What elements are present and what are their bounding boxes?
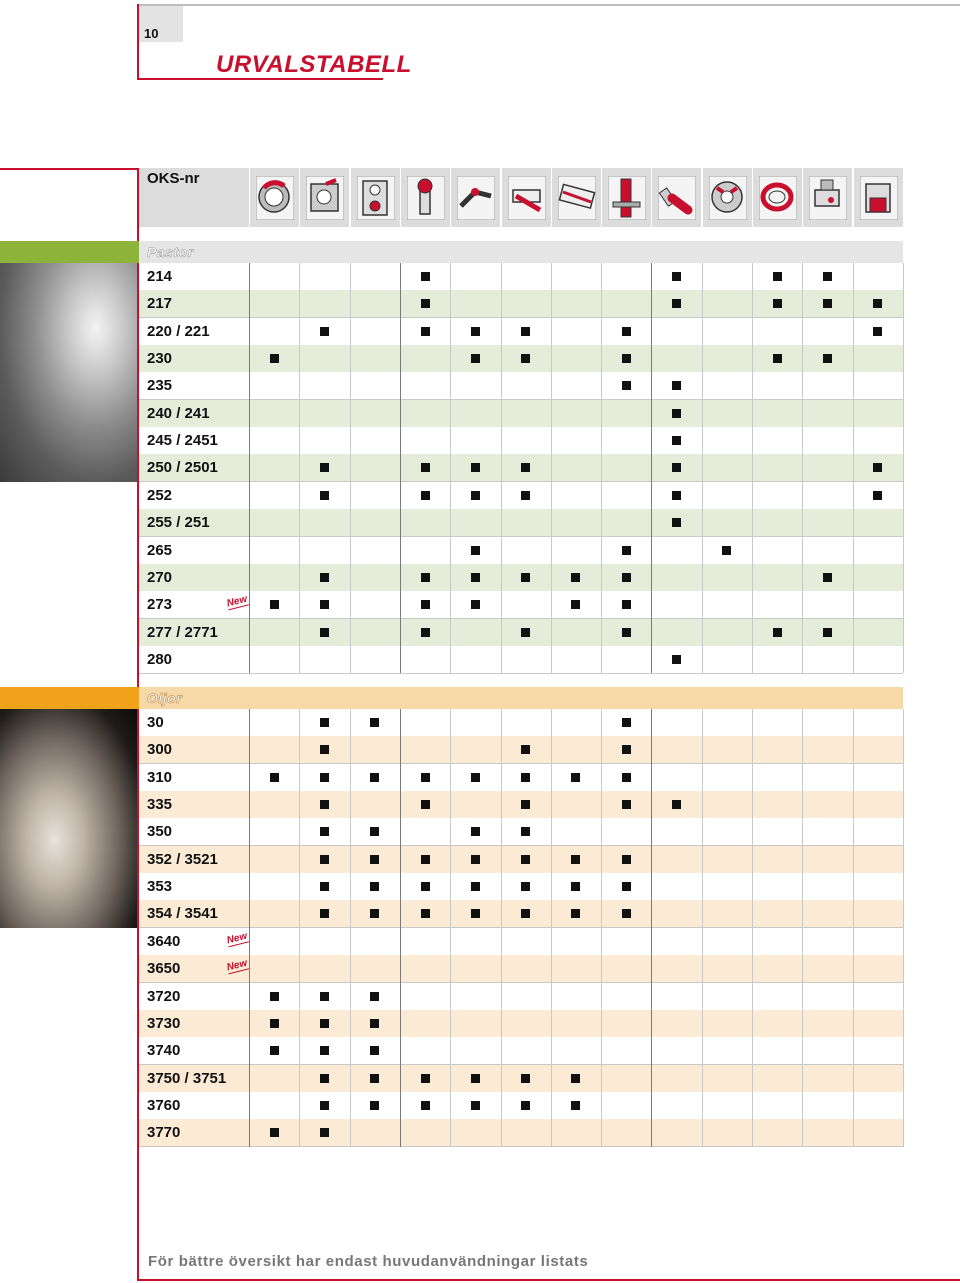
- application-mark: [622, 546, 631, 555]
- application-mark: [571, 1101, 580, 1110]
- grid-line: [903, 709, 904, 1147]
- application-mark: [270, 354, 279, 363]
- grid-line: [501, 709, 502, 1147]
- application-mark: [320, 1046, 329, 1055]
- table-row: [139, 318, 903, 346]
- oks-number: 354 / 3541: [147, 905, 218, 923]
- application-mark: [471, 909, 480, 918]
- grid-line: [551, 263, 552, 673]
- application-mark: [421, 800, 430, 809]
- application-mark: [722, 546, 731, 555]
- application-mark: [471, 491, 480, 500]
- application-mark: [320, 882, 329, 891]
- oks-number: 353: [147, 878, 173, 896]
- grid-line: [450, 263, 451, 673]
- table-row: [139, 764, 903, 792]
- grid-line: [752, 709, 753, 1147]
- application-mark: [622, 354, 631, 363]
- application-mark: [571, 1074, 580, 1083]
- application-mark: [773, 628, 782, 637]
- application-mark: [773, 354, 782, 363]
- application-mark: [471, 600, 480, 609]
- section-band: [139, 241, 903, 263]
- oks-number: 3760: [147, 1096, 181, 1114]
- application-mark: [823, 354, 832, 363]
- application-mark: [320, 1101, 329, 1110]
- oks-number: 3770: [147, 1124, 181, 1142]
- grid-line: [249, 709, 250, 1147]
- application-mark: [471, 1101, 480, 1110]
- application-mark: [320, 463, 329, 472]
- section-band: [139, 687, 903, 709]
- oks-number: 217: [147, 295, 173, 313]
- header-icon-cell: [501, 168, 551, 227]
- footer-note: För bättre översikt har endast huvudanvändningar listats: [148, 1253, 589, 1270]
- grid-line: [903, 263, 904, 673]
- table-row: [139, 345, 903, 373]
- section-strip: [0, 241, 139, 263]
- application-mark: [370, 1074, 379, 1083]
- application-mark: [370, 827, 379, 836]
- oks-number: 3640: [147, 932, 181, 950]
- grid-line: [752, 263, 753, 673]
- header-icon-cell: [853, 168, 903, 227]
- table-row: [139, 454, 903, 482]
- application-mark: [320, 745, 329, 754]
- table-row: [139, 564, 903, 592]
- oks-number: 280: [147, 650, 173, 668]
- application-mark: [873, 299, 882, 308]
- oks-number: 252: [147, 486, 173, 504]
- application-mark: [320, 827, 329, 836]
- oks-number: 352 / 3521: [147, 850, 218, 868]
- application-mark: [672, 463, 681, 472]
- application-mark: [370, 1101, 379, 1110]
- oks-number: 220 / 221: [147, 322, 210, 340]
- application-mark: [320, 1019, 329, 1028]
- grid-line: [450, 709, 451, 1147]
- application-mark: [521, 773, 530, 782]
- application-mark: [421, 882, 430, 891]
- application-mark: [521, 882, 530, 891]
- application-mark: [471, 546, 480, 555]
- header-icon-cell: [249, 168, 299, 227]
- application-mark: [521, 327, 530, 336]
- oks-number: 3750 / 3751: [147, 1069, 227, 1087]
- section-rule-left: [0, 168, 139, 170]
- application-mark: [521, 628, 530, 637]
- application-mark: [571, 773, 580, 782]
- table-row: [139, 1119, 903, 1147]
- application-mark: [421, 773, 430, 782]
- application-mark: [370, 882, 379, 891]
- application-mark: [471, 773, 480, 782]
- grid-line: [299, 263, 300, 673]
- table-row: [139, 427, 903, 455]
- table-row: [139, 873, 903, 901]
- section-title: Pastor: [147, 244, 194, 260]
- application-mark: [421, 272, 430, 281]
- header-icon-cell: [702, 168, 752, 227]
- application-mark: [622, 800, 631, 809]
- application-mark: [270, 600, 279, 609]
- top-rule: [137, 4, 960, 6]
- application-mark: [270, 992, 279, 1001]
- oks-number: 240 / 241: [147, 404, 210, 422]
- grid-line: [400, 709, 401, 1147]
- oks-number: 350: [147, 823, 173, 841]
- oks-number: 250 / 2501: [147, 459, 218, 477]
- grid-line: [853, 709, 854, 1147]
- application-mark: [823, 628, 832, 637]
- application-mark: [421, 628, 430, 637]
- grid-line: [299, 709, 300, 1147]
- application-mark: [421, 299, 430, 308]
- application-mark: [320, 718, 329, 727]
- application-mark: [672, 409, 681, 418]
- table-row: [139, 791, 903, 819]
- application-mark: [370, 992, 379, 1001]
- table-row: [139, 263, 903, 291]
- table-row: [139, 818, 903, 846]
- application-mark: [672, 381, 681, 390]
- application-mark: [471, 354, 480, 363]
- application-mark: [421, 909, 430, 918]
- oks-number: 230: [147, 350, 173, 368]
- application-mark: [471, 827, 480, 836]
- application-mark: [471, 882, 480, 891]
- table-row: [139, 591, 903, 619]
- application-mark: [873, 491, 882, 500]
- table-row: [139, 537, 903, 565]
- oks-number: 3650: [147, 960, 181, 978]
- header-icon-cell: [400, 168, 450, 227]
- page-title: URVALSTABELL: [216, 51, 412, 78]
- table-row: [139, 846, 903, 874]
- application-mark: [622, 909, 631, 918]
- table-row: [139, 928, 903, 956]
- application-mark: [270, 1019, 279, 1028]
- application-mark: [622, 573, 631, 582]
- application-mark: [622, 600, 631, 609]
- oks-number: 335: [147, 796, 173, 814]
- grid-line: [400, 263, 401, 673]
- application-mark: [823, 272, 832, 281]
- table-row: [139, 372, 903, 400]
- section-strip: [0, 687, 139, 709]
- application-mark: [421, 1101, 430, 1110]
- application-mark: [521, 354, 530, 363]
- application-mark: [672, 800, 681, 809]
- grid-line: [802, 709, 803, 1147]
- grid-line: [702, 263, 703, 673]
- application-mark: [571, 600, 580, 609]
- grid-line: [853, 263, 854, 673]
- application-mark: [421, 1074, 430, 1083]
- application-mark: [320, 800, 329, 809]
- oks-number: 255 / 251: [147, 514, 210, 532]
- application-mark: [622, 855, 631, 864]
- header-icon-cell: [350, 168, 400, 227]
- roller-chain-photo: [0, 708, 137, 928]
- application-mark: [320, 992, 329, 1001]
- oks-number: 300: [147, 741, 173, 759]
- table-row: [139, 400, 903, 428]
- application-mark: [320, 327, 329, 336]
- pipe-flange-photo: [0, 262, 137, 482]
- application-mark: [823, 573, 832, 582]
- table-row: [139, 709, 903, 737]
- header-icon-cell: [299, 168, 349, 227]
- bottom-rule: [137, 1279, 960, 1281]
- application-mark: [622, 381, 631, 390]
- application-mark: [370, 718, 379, 727]
- application-mark: [320, 573, 329, 582]
- application-mark: [521, 1101, 530, 1110]
- application-mark: [672, 436, 681, 445]
- header-icon-cell: [752, 168, 802, 227]
- application-mark: [521, 1074, 530, 1083]
- application-mark: [521, 827, 530, 836]
- new-badge: New: [225, 957, 249, 974]
- application-mark: [270, 1046, 279, 1055]
- grid-line: [350, 263, 351, 673]
- application-mark: [571, 909, 580, 918]
- oks-number: 270: [147, 568, 173, 586]
- application-mark: [320, 855, 329, 864]
- new-badge: New: [225, 593, 249, 610]
- application-mark: [370, 909, 379, 918]
- application-mark: [622, 745, 631, 754]
- application-mark: [622, 773, 631, 782]
- header-icon-cell: [651, 168, 701, 227]
- grid-line: [249, 263, 250, 673]
- table-row: [139, 1065, 903, 1093]
- oks-number: 214: [147, 268, 173, 285]
- application-mark: [622, 327, 631, 336]
- application-mark: [521, 491, 530, 500]
- application-mark: [873, 463, 882, 472]
- grid-line: [551, 709, 552, 1147]
- table-row: [139, 1010, 903, 1038]
- application-mark: [672, 299, 681, 308]
- application-mark: [571, 882, 580, 891]
- grid-line: [651, 263, 652, 673]
- header-icon-cell: [450, 168, 500, 227]
- table-row: [139, 290, 903, 318]
- application-mark: [421, 463, 430, 472]
- grid-line: [350, 709, 351, 1147]
- application-mark: [873, 327, 882, 336]
- application-mark: [421, 327, 430, 336]
- oks-number: 273: [147, 596, 173, 614]
- table-row: [139, 482, 903, 510]
- application-mark: [320, 600, 329, 609]
- oks-number: 245 / 2451: [147, 432, 218, 450]
- header-icon-cell: [551, 168, 601, 227]
- title-underline: [137, 78, 383, 80]
- application-mark: [320, 909, 329, 918]
- grid-line: [651, 709, 652, 1147]
- header-icon-cell: [601, 168, 651, 227]
- table-row: [139, 900, 903, 928]
- application-mark: [421, 600, 430, 609]
- table-row: [139, 1092, 903, 1120]
- application-mark: [370, 773, 379, 782]
- application-mark: [672, 518, 681, 527]
- grid-line: [802, 263, 803, 673]
- application-mark: [672, 272, 681, 281]
- application-mark: [370, 855, 379, 864]
- application-mark: [320, 1074, 329, 1083]
- oks-number: 277 / 2771: [147, 623, 218, 641]
- application-mark: [471, 327, 480, 336]
- page-number: 10: [139, 6, 183, 42]
- application-mark: [421, 573, 430, 582]
- oks-number: 310: [147, 768, 173, 786]
- new-badge: New: [225, 930, 249, 947]
- application-mark: [320, 628, 329, 637]
- application-mark: [622, 882, 631, 891]
- table-row: [139, 619, 903, 647]
- table-row: [139, 509, 903, 537]
- oks-number: 3730: [147, 1014, 181, 1032]
- application-mark: [672, 491, 681, 500]
- application-mark: [521, 800, 530, 809]
- table-row: [139, 955, 903, 983]
- application-mark: [521, 909, 530, 918]
- application-mark: [471, 855, 480, 864]
- table-row: [139, 646, 903, 674]
- application-mark: [320, 491, 329, 500]
- application-mark: [521, 573, 530, 582]
- application-mark: [672, 655, 681, 664]
- application-mark: [421, 491, 430, 500]
- application-mark: [471, 1074, 480, 1083]
- application-mark: [571, 855, 580, 864]
- application-mark: [471, 573, 480, 582]
- oks-number: 265: [147, 541, 173, 559]
- oks-number: 3720: [147, 987, 181, 1005]
- oks-number: 3740: [147, 1042, 181, 1060]
- header-oks-label: OKS-nr: [139, 168, 249, 227]
- application-mark: [521, 745, 530, 754]
- section-title: Oljor: [147, 690, 183, 706]
- application-mark: [270, 773, 279, 782]
- grid-line: [601, 709, 602, 1147]
- header-icon-cell: [802, 168, 852, 227]
- application-mark: [370, 1046, 379, 1055]
- application-mark: [270, 1128, 279, 1137]
- grid-line: [501, 263, 502, 673]
- oks-number: 30: [147, 714, 164, 731]
- application-mark: [622, 628, 631, 637]
- grid-line: [601, 263, 602, 673]
- application-mark: [421, 855, 430, 864]
- application-mark: [823, 299, 832, 308]
- application-mark: [370, 1019, 379, 1028]
- table-row: [139, 736, 903, 764]
- application-mark: [773, 272, 782, 281]
- application-mark: [622, 718, 631, 727]
- application-mark: [320, 1128, 329, 1137]
- table-row: [139, 1037, 903, 1065]
- oks-number: 235: [147, 377, 173, 395]
- application-mark: [471, 463, 480, 472]
- application-mark: [773, 299, 782, 308]
- application-mark: [571, 573, 580, 582]
- application-mark: [521, 463, 530, 472]
- application-mark: [320, 773, 329, 782]
- application-mark: [521, 855, 530, 864]
- table-row: [139, 983, 903, 1011]
- grid-line: [702, 709, 703, 1147]
